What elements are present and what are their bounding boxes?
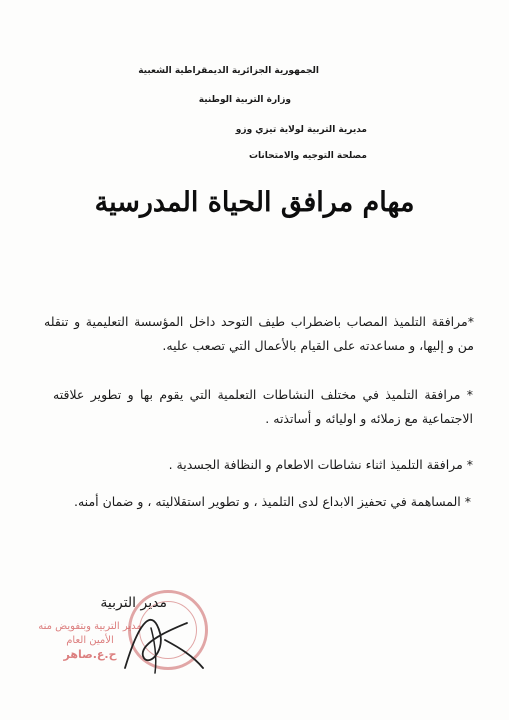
task-item: * مرافقة التلميذ اثناء نشاطات الاطعام و النظافة الجسدية . (168, 457, 473, 472)
stamp-line: ح.ع.صاهر (63, 648, 117, 661)
stamp-line: مدير التربية وبتفويض منه (38, 621, 142, 632)
stamp-line: الأمين العام (66, 635, 114, 646)
header-service: مصلحة التوجيه والامتحانات (248, 151, 367, 161)
signatory-title: مدير التربية (100, 595, 167, 611)
task-item: *مرافقة التلميذ المصاب باضطراب طيف التوحد داخل المؤسسة التعليمية و تنقله من و إليها، و مساعدته على القيام بالأعمال التي تصعب عليه. (44, 314, 474, 353)
task-item: * مرافقة التلميذ في مختلف النشاطات التعلمية التي يقوم بها و تطوير علاقته الاجتماعية مع زملائه و اوليائه و أساتذته . (53, 387, 473, 426)
header-directorate: مديرية التربية لولاية تيزي وزو (235, 125, 367, 135)
document-title: مهام مرافق الحياة المدرسية (94, 187, 415, 218)
header-ministry: وزارة التربية الوطنية (198, 95, 291, 105)
task-item: * المساهمة في تحفيز الابداع لدى التلميذ ، و تطوير استقلاليته ، و ضمان أمنه. (74, 494, 471, 509)
header-republic: الجمهورية الجزائرية الديمقراطية الشعبية (138, 66, 319, 76)
